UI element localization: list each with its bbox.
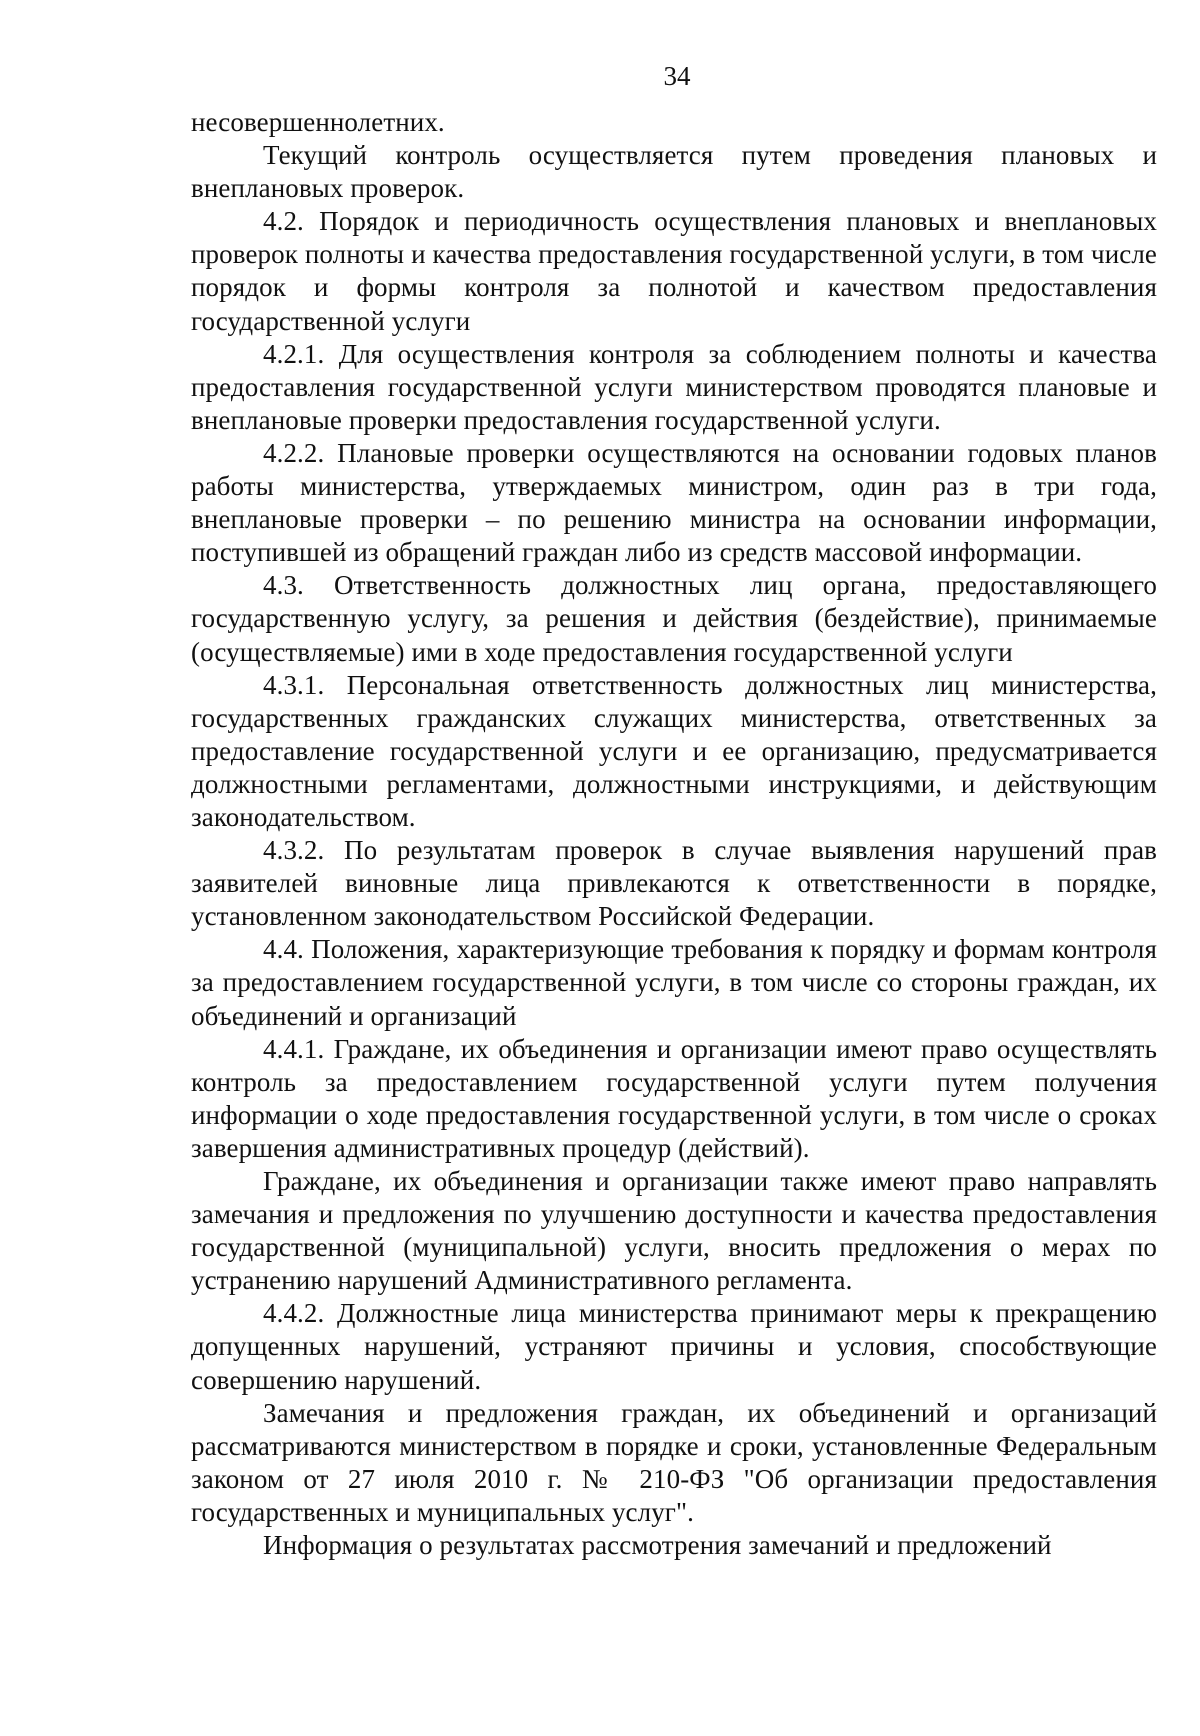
paragraph: 4.2.1. Для осуществления контроля за соблюдением полноты и качества предоставления государственной услуги министерством проводятся плановые и внеплановые проверки предоставления государственной услуги. [191,338,1157,435]
page-number: 34 [663,61,691,91]
paragraph: Информация о результатах рассмотрения замечаний и предложений [263,1530,1052,1561]
paragraph: 4.4.2. Должностные лица министерства принимают меры к прекращению допущенных нарушений, устраняют причины и условия, способствующие совершению нарушений. [191,1298,1157,1395]
section-heading-4-2: 4.2. Порядок и периодичность осуществления плановых и внеплановых проверок полноты и качества предоставления государственной услуги, в том числе порядок и формы контроля за полнотой и качеством предоставления государственной услуги [191,206,1157,336]
paragraph: несовершеннолетних. [191,107,445,137]
document-page [191,60,1157,1562]
paragraph: 4.3.1. Персональная ответственность должностных лиц министерства, государственных гражданских служащих министерства, ответственных за предоставление государственной услуги и ее организацию, предусматривается должностными регламентами, должностными инструкциями, и действующим законодательством. [191,669,1157,832]
paragraph: 4.3.2. По результатам проверок в случае выявления нарушений прав заявителей виновные лица привлекаются к ответственности в порядке, установленном законодательством Российской Федерации. [191,835,1157,932]
paragraph: Текущий контроль осуществляется путем проведения плановых и внеплановых проверок. [191,140,1157,204]
paragraph: Замечания и предложения граждан, их объединений и организаций рассматриваются министерством в порядке и сроки, установленные Федеральным законом от 27 июля 2010 г. № 210-ФЗ "Об организации предоставления государственных и муниципальных услуг". [191,1397,1157,1527]
paragraph: 4.4.1. Граждане, их объединения и организации имеют право осуществлять контроль за предоставлением государственной услуги путем получения информации о ходе предоставления государственной услуги, в том числе о сроках завершения административных процедур (действий). [191,1033,1157,1163]
section-heading-4-3: 4.3. Ответственность должностных лиц органа, предоставляющего государственную услугу, за решения и действия (бездействие), принимаемые (осуществляемые) ими в ходе предоставления государственной услуги [191,570,1157,667]
paragraph: 4.2.2. Плановые проверки осуществляются на основании годовых планов работы министерства, утверждаемых министром, один раз в три года, внеплановые проверки – по решению министра на основании информации, поступившей из обращений граждан либо из средств массовой информации. [191,437,1157,568]
section-heading-4-4: 4.4. Положения, характеризующие требования к порядку и формам контроля за предоставлением государственной услуги, в том числе со стороны граждан, их объединений и организаций [191,934,1157,1031]
paragraph: Граждане, их объединения и организации также имеют право направлять замечания и предложения по улучшению доступности и качества предоставления государственной (муниципальной) услуги, вносить предложения о мерах по устранению нарушений Административного регламента. [191,1166,1157,1296]
